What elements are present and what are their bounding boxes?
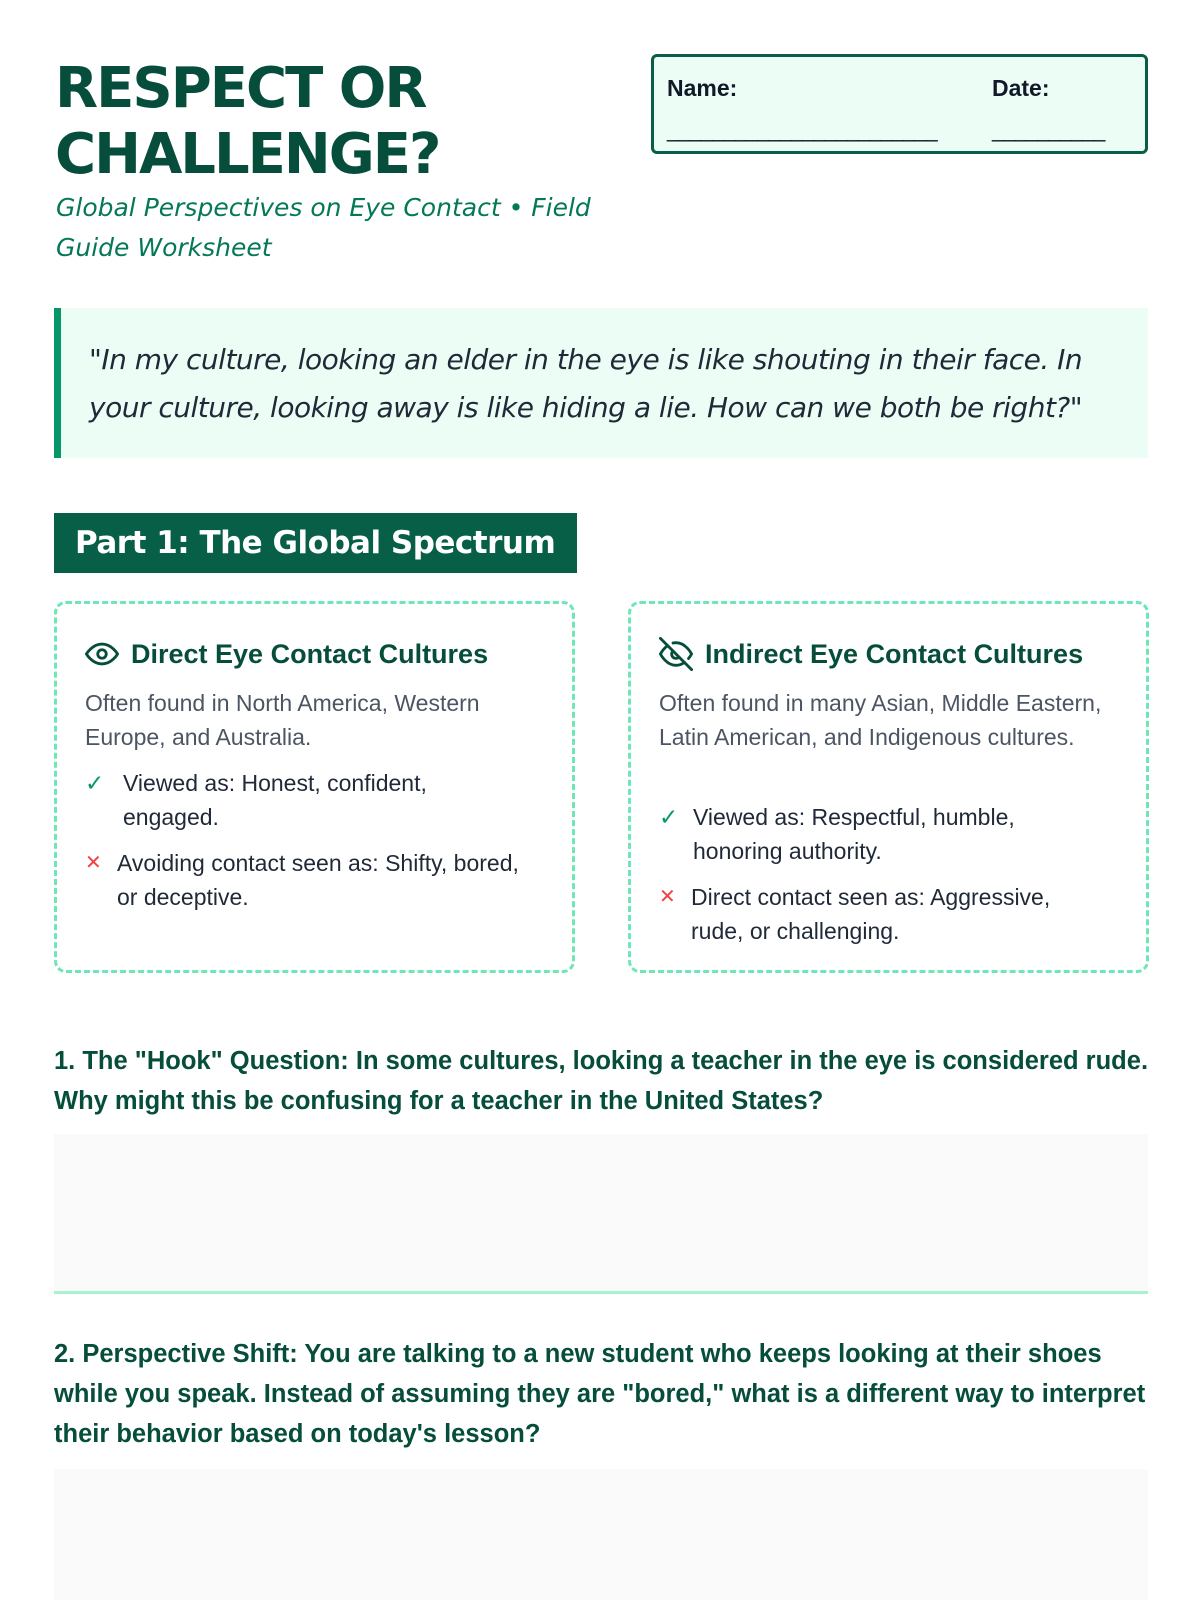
card-header bbox=[659, 634, 1083, 674]
positive-item bbox=[659, 800, 1099, 868]
question-2: 2. Perspective Shift: You are talking to a new student who keeps looking at their shoes while you speak. Instead of assuming they are "bored," what is a different way to interpret their behavior based on today's lesson? bbox=[54, 1340, 1146, 1448]
answer-box-2[interactable] bbox=[54, 1469, 1148, 1600]
answer-box-1[interactable] bbox=[54, 1134, 1148, 1294]
name-label: Name: bbox=[667, 75, 738, 101]
date-label: Date: bbox=[992, 75, 1050, 101]
title-line-1: RESPECT OR bbox=[55, 56, 426, 121]
negative-text: Avoiding contact seen as: Shifty, bored, or deceptive. bbox=[117, 850, 519, 910]
page-subtitle: Global Perspectives on Eye Contact • Field Guide Worksheet bbox=[56, 193, 591, 262]
negative-text: Direct contact seen as: Aggressive, rude, or challenging. bbox=[691, 884, 1051, 944]
title-line-2: CHALLENGE? bbox=[55, 122, 440, 187]
quote-text: "In my culture, looking an elder in the eye is like shouting in their face. In your culture, looking away is like hiding a lie. How can we both be right?" bbox=[89, 343, 1083, 424]
card-title: Direct Eye Contact Cultures bbox=[131, 638, 489, 669]
name-date-box bbox=[651, 54, 1148, 154]
negative-item bbox=[659, 880, 1099, 948]
eye-off-icon bbox=[659, 637, 693, 671]
card-description: Often found in many Asian, Middle Eastern, Latin American, and Indigenous cultures. bbox=[659, 690, 1102, 750]
card-description: Often found in North America, Western Europe, and Australia. bbox=[85, 690, 480, 750]
intro-quote bbox=[54, 308, 1148, 458]
eye-icon bbox=[85, 637, 119, 671]
card-title: Indirect Eye Contact Cultures bbox=[705, 638, 1084, 669]
positive-item bbox=[85, 766, 525, 834]
part1-heading: Part 1: The Global Spectrum bbox=[54, 513, 577, 573]
page-title bbox=[55, 56, 615, 188]
name-field[interactable]: ________________________ bbox=[667, 117, 937, 142]
check-icon: ✓ bbox=[85, 770, 105, 796]
positive-text: Viewed as: Honest, confident, engaged. bbox=[123, 770, 427, 830]
indirect-eye-contact-card bbox=[628, 601, 1149, 973]
card-header bbox=[85, 634, 488, 674]
check-icon: ✓ bbox=[659, 804, 679, 830]
positive-text: Viewed as: Respectful, humble, honoring authority. bbox=[693, 804, 1015, 864]
cross-icon: ✕ bbox=[85, 852, 102, 874]
cross-icon: ✕ bbox=[659, 886, 676, 908]
negative-item bbox=[85, 846, 525, 914]
direct-eye-contact-card bbox=[54, 601, 575, 973]
question-1: 1. The "Hook" Question: In some cultures, looking a teacher in the eye is considered rude. Why might this be confusing for a teacher in the United States? bbox=[54, 1047, 1149, 1115]
date-field[interactable]: __________ bbox=[992, 117, 1105, 142]
